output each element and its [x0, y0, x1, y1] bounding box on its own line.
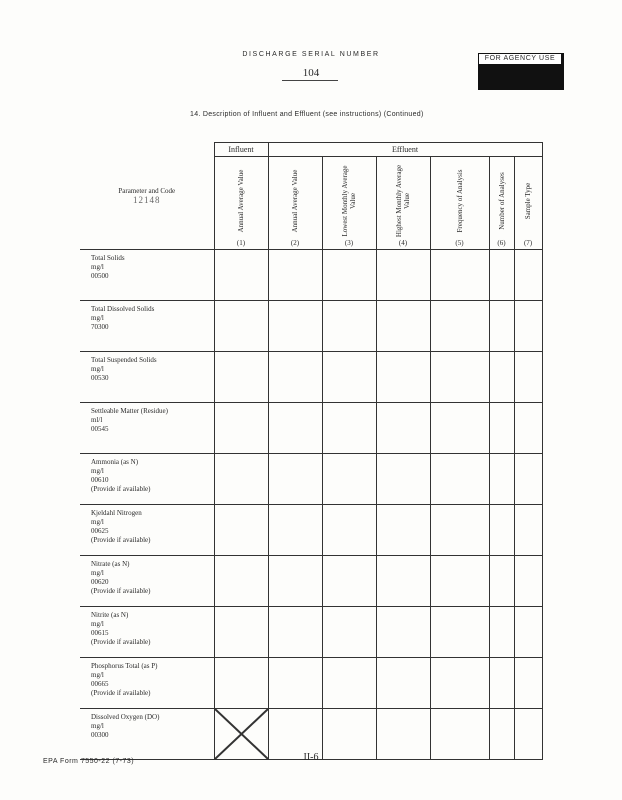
column-header	[322, 157, 376, 250]
parameter-cell	[80, 301, 214, 352]
parameter-name: Ammonia (as N)	[91, 458, 139, 466]
parameter-code: 00545	[91, 425, 109, 433]
value-cell[interactable]	[489, 250, 514, 301]
value-cell[interactable]	[376, 505, 430, 556]
value-cell[interactable]	[376, 658, 430, 709]
value-cell[interactable]	[214, 556, 268, 607]
parameter-name: Kjeldahl Nitrogen	[91, 509, 142, 517]
form-identifier: EPA Form 7550-22 (7-73)	[43, 758, 135, 765]
parameter-name: Total Suspended Solids	[91, 356, 157, 364]
column-header-label: Annual Average Value	[237, 169, 245, 233]
value-cell[interactable]	[322, 556, 376, 607]
value-cell[interactable]	[430, 352, 489, 403]
parameter-note: (Provide if available)	[91, 587, 151, 595]
value-cell[interactable]	[514, 301, 542, 352]
value-cell[interactable]	[430, 556, 489, 607]
value-cell[interactable]	[214, 454, 268, 505]
value-cell[interactable]	[514, 658, 542, 709]
value-cell[interactable]	[322, 607, 376, 658]
value-cell[interactable]	[322, 352, 376, 403]
value-cell[interactable]	[322, 403, 376, 454]
column-number: (3)	[344, 239, 354, 247]
parameter-name: Phosphorus Total (as P)	[91, 662, 158, 670]
value-cell[interactable]	[430, 454, 489, 505]
parameter-code: 00620	[91, 578, 109, 586]
column-number: (5)	[455, 239, 464, 247]
table-row	[80, 505, 542, 556]
value-cell[interactable]	[376, 352, 430, 403]
value-cell[interactable]	[376, 301, 430, 352]
parameter-code: 00610	[91, 476, 109, 484]
section-title: 14. Description of Influent and Effluent (see instructions) (Continued)	[190, 111, 424, 118]
value-cell[interactable]	[489, 403, 514, 454]
table-row	[80, 301, 542, 352]
table-row	[80, 658, 542, 709]
influent-header: Influent	[214, 143, 268, 157]
table-row	[80, 352, 542, 403]
parameter-note: (Provide if available)	[91, 485, 151, 493]
column-header	[268, 157, 322, 250]
parameter-header-label: Parameter and Code	[118, 186, 176, 195]
parameter-note: (Provide if available)	[91, 689, 151, 697]
value-cell[interactable]	[268, 556, 322, 607]
parameter-unit: mg/l	[91, 671, 104, 679]
column-header-label: Highest Monthly Average Value	[395, 164, 411, 238]
value-cell[interactable]	[514, 403, 542, 454]
value-cell[interactable]	[514, 607, 542, 658]
table-row	[80, 607, 542, 658]
value-cell[interactable]	[268, 658, 322, 709]
parameter-cell	[80, 403, 214, 454]
discharge-serial-label: DISCHARGE SERIAL NUMBER	[242, 51, 380, 58]
value-cell[interactable]	[514, 505, 542, 556]
value-cell[interactable]	[214, 607, 268, 658]
column-number: (7)	[523, 239, 533, 247]
value-cell[interactable]	[376, 454, 430, 505]
value-cell[interactable]	[489, 556, 514, 607]
value-cell[interactable]	[268, 454, 322, 505]
column-header	[430, 157, 489, 250]
value-cell[interactable]	[430, 505, 489, 556]
value-cell[interactable]	[489, 505, 514, 556]
column-header-label: Lowest Monthly Average Value	[341, 165, 357, 237]
parameter-code-stamp: 12148	[133, 194, 161, 205]
parameter-cell	[80, 658, 214, 709]
value-cell[interactable]	[214, 250, 268, 301]
parameter-name: Total Solids	[91, 254, 125, 262]
parameter-header	[80, 143, 214, 250]
column-number: (1)	[236, 239, 246, 247]
table-row	[80, 454, 542, 505]
value-cell[interactable]	[376, 607, 430, 658]
value-cell[interactable]	[489, 607, 514, 658]
influent-effluent-table	[80, 142, 542, 739]
parameter-code: 00530	[91, 374, 109, 382]
parameter-code: 00500	[91, 272, 109, 280]
value-cell[interactable]	[430, 301, 489, 352]
parameter-unit: mg/l	[91, 314, 104, 322]
page-number: II-6	[303, 752, 319, 763]
parameter-cell	[80, 250, 214, 301]
value-cell[interactable]	[489, 658, 514, 709]
column-header	[489, 157, 514, 250]
parameter-code: 00615	[91, 629, 109, 637]
parameter-unit: mg/l	[91, 263, 104, 271]
column-number: (6)	[497, 239, 506, 247]
parameter-unit: mg/l	[91, 467, 104, 475]
parameter-name: Nitrate (as N)	[91, 560, 130, 568]
value-cell[interactable]	[214, 658, 268, 709]
column-header	[514, 157, 542, 250]
parameter-code: 00300	[91, 731, 109, 739]
column-header-label: Number of Analyses	[497, 172, 506, 230]
value-cell[interactable]	[430, 250, 489, 301]
value-cell[interactable]	[268, 403, 322, 454]
column-number: (2)	[290, 239, 300, 247]
parameter-cell	[80, 607, 214, 658]
serial-number: 104	[302, 67, 320, 79]
value-cell[interactable]	[376, 403, 430, 454]
value-cell[interactable]	[514, 556, 542, 607]
value-cell[interactable]	[430, 403, 489, 454]
effluent-header: Effluent	[268, 143, 542, 157]
value-cell[interactable]	[430, 658, 489, 709]
value-cell[interactable]	[214, 403, 268, 454]
parameter-unit: mg/l	[91, 620, 104, 628]
value-cell[interactable]	[376, 556, 430, 607]
parameter-code: 00665	[91, 680, 109, 688]
table-row	[80, 250, 542, 301]
value-cell[interactable]	[268, 607, 322, 658]
value-cell[interactable]	[214, 505, 268, 556]
column-header-label: Sample Type	[524, 182, 533, 220]
value-cell[interactable]	[322, 454, 376, 505]
value-cell[interactable]	[268, 352, 322, 403]
column-header-label: Frequency of Analysis	[455, 169, 464, 233]
value-cell[interactable]	[322, 250, 376, 301]
value-cell[interactable]	[514, 352, 542, 403]
value-cell[interactable]	[322, 301, 376, 352]
parameter-name: Dissolved Oxygen (DO)	[91, 713, 160, 721]
parameter-note: (Provide if available)	[91, 638, 151, 646]
value-cell[interactable]	[268, 505, 322, 556]
value-cell[interactable]	[514, 454, 542, 505]
parameter-cell	[80, 556, 214, 607]
value-cell[interactable]	[489, 301, 514, 352]
value-cell[interactable]	[214, 352, 268, 403]
table-row	[80, 403, 542, 454]
parameter-code: 00625	[91, 527, 109, 535]
column-number: (4)	[398, 239, 408, 247]
parameter-unit: mg/l	[91, 569, 104, 577]
value-cell[interactable]	[514, 250, 542, 301]
parameter-name: Settleable Matter (Residue)	[91, 407, 168, 415]
parameter-cell	[80, 505, 214, 556]
serial-underline	[282, 80, 338, 81]
value-cell[interactable]	[268, 250, 322, 301]
table-row	[80, 556, 542, 607]
value-cell[interactable]	[322, 505, 376, 556]
value-cell[interactable]	[214, 301, 268, 352]
value-cell[interactable]	[489, 454, 514, 505]
parameter-unit: mg/l	[91, 722, 104, 730]
column-header	[214, 157, 268, 250]
column-header-label: Annual Average Value	[291, 169, 299, 233]
parameter-note: (Provide if available)	[91, 536, 151, 544]
parameter-name: Nitrite (as N)	[91, 611, 129, 619]
value-cell[interactable]	[376, 250, 430, 301]
parameter-unit: mg/l	[91, 365, 104, 373]
parameter-unit: ml/l	[91, 416, 103, 424]
parameter-cell	[80, 352, 214, 403]
column-header	[376, 157, 430, 250]
value-cell[interactable]	[268, 301, 322, 352]
parameter-cell	[80, 454, 214, 505]
parameter-code: 70300	[91, 323, 109, 331]
value-cell[interactable]	[322, 658, 376, 709]
parameter-unit: mg/l	[91, 518, 104, 526]
agency-use-label: FOR AGENCY USE	[479, 54, 561, 64]
value-cell[interactable]	[489, 352, 514, 403]
value-cell[interactable]	[430, 607, 489, 658]
parameter-name: Total Dissolved Solids	[91, 305, 155, 313]
